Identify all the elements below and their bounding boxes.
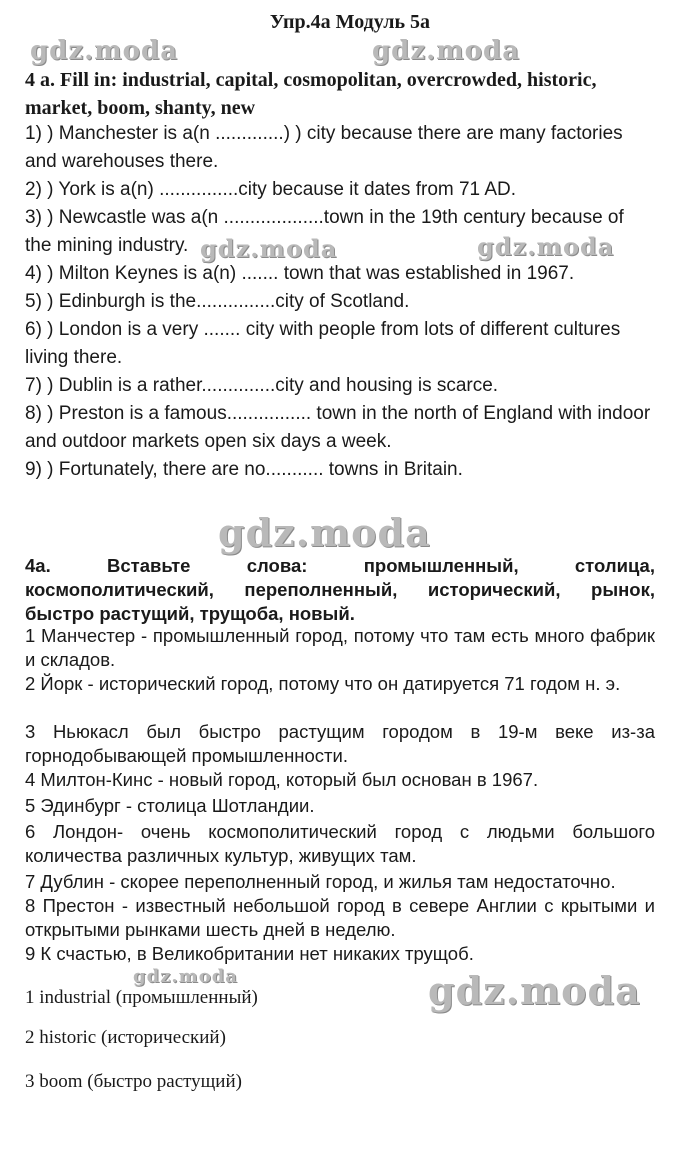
russian-task-line: быстро растущий, трущоба, новый.	[25, 603, 355, 624]
russian-item: 4 Милтон-Кинс - новый город, который был основан в 1967.	[25, 769, 539, 790]
answer-line: 1 industrial (промышленный)	[25, 987, 258, 1008]
russian-item: 7 Дублин - скорее переполненный город, и жилья там недостаточно.	[25, 871, 616, 892]
english-item: 2) ) York is a(n) ...............city because it dates from 71 AD.	[25, 179, 517, 200]
answer-line: 3 boom (быстро растущий)	[25, 1071, 242, 1092]
watermark: gdz.moda	[372, 36, 521, 66]
russian-task-line: 4а. Вставьте слова: промышленный, столица,	[25, 555, 655, 576]
watermark: gdz.moda	[477, 232, 615, 261]
english-item: 7) ) Dublin is a rather..............city and housing is scarce.	[25, 375, 499, 396]
watermark: gdz.moda	[218, 510, 431, 555]
russian-item: 8 Престон - известный небольшой город в севере Англии с крытыми и открытыми рынками шесть дней в неделю.	[25, 895, 655, 940]
english-item: 4) ) Milton Keynes is a(n) ....... town that was established in 1967.	[25, 263, 575, 284]
watermark: gdz.moda	[133, 966, 238, 987]
russian-task-line: космополитический, переполненный, исторический, рынок,	[25, 579, 655, 600]
russian-item: 1 Манчестер - промышленный город, потому что там есть много фабрик и складов.	[25, 625, 655, 670]
russian-item: 5 Эдинбург - столица Шотландии.	[25, 795, 315, 816]
russian-item: 6 Лондон- очень космополитический город с людьми большого количества различных культур, живущих там.	[25, 821, 655, 866]
english-item: 8) ) Preston is a famous................ town in the north of England with indoor and outdoor markets open six days a week.	[25, 403, 651, 452]
english-item: 3) ) Newcastle was a(n ...................town in the 19th century because of the mining industry.	[25, 207, 624, 256]
english-item: 9) ) Fortunately, there are no........... towns in Britain.	[25, 459, 463, 480]
english-item: 1) ) Manchester is a(n .............) ) city because there are many factories and warehouses there.	[25, 123, 623, 172]
english-task: 4 a. Fill in: industrial, capital, cosmopolitan, overcrowded, historic, market, boom, shanty, new	[25, 69, 597, 119]
watermark: gdz.moda	[428, 968, 641, 1013]
english-item: 5) ) Edinburgh is the...............city of Scotland.	[25, 291, 410, 312]
answer-line: 2 historic (исторический)	[25, 1027, 226, 1048]
russian-item: 9 К счастью, в Великобритании нет никаких трущоб.	[25, 943, 474, 964]
page-title: Упр.4а Модуль 5а	[269, 11, 431, 33]
russian-item: 3 Ньюкасл был быстро растущим городом в 19-м веке из-за горнодобывающей промышленности.	[25, 721, 655, 766]
russian-item: 2 Йорк - исторический город, потому что он датируется 71 годом н. э.	[25, 673, 621, 694]
english-item: 6) ) London is a very ....... city with people from lots of different cultures living there.	[25, 319, 621, 368]
watermark: gdz.moda	[30, 36, 179, 66]
watermark: gdz.moda	[200, 234, 338, 263]
